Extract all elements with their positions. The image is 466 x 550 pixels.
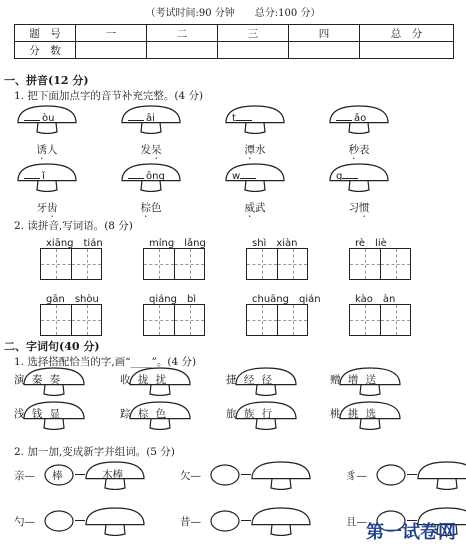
base-character: 且— — [346, 516, 367, 528]
dotted-word: 棕色 — [140, 202, 162, 214]
dotted-word: 诱人 — [36, 144, 58, 156]
pinyin-blank[interactable] — [336, 171, 382, 182]
char-choice-group[interactable]: 捷 经 径 — [226, 374, 275, 386]
exam-header: （考试时间:90 分钟 总分:100 分） — [145, 8, 321, 19]
grid-cell[interactable] — [277, 249, 307, 279]
dotted-word: 习惯 — [348, 202, 370, 214]
section1-title: 一、拼音(12 分) — [4, 74, 89, 87]
score-cell[interactable] — [360, 42, 454, 59]
answer-blank[interactable] — [128, 178, 144, 179]
answer-blank[interactable] — [336, 120, 352, 121]
pinyin-prompt: gān shòu — [46, 294, 99, 305]
answer-blank[interactable] — [24, 120, 40, 121]
guide-line — [72, 320, 101, 321]
char-choice-group[interactable]: 旅 族 行 — [226, 408, 275, 420]
pinyin-prompt: kào àn — [355, 294, 396, 305]
pinyin-final: òu — [42, 113, 55, 124]
pinyin-initial: g — [336, 171, 343, 182]
guide-line — [350, 264, 380, 265]
pinyin-blank[interactable] — [24, 113, 70, 124]
grid-cell[interactable] — [350, 249, 380, 279]
word-answer-mushroom[interactable] — [250, 460, 312, 488]
grid-cell[interactable] — [174, 305, 204, 335]
base-character: 豸— — [346, 470, 367, 482]
dotted-word: 威武 — [244, 202, 266, 214]
guide-line — [278, 264, 307, 265]
char-choice-group[interactable]: 桃 挑 选 — [330, 408, 379, 420]
char-choice-group[interactable]: 收 拢 扰 — [120, 374, 169, 386]
score-cell[interactable] — [76, 42, 147, 59]
char-choice-group[interactable]: 演 秦 奏 — [14, 374, 63, 386]
word-answer-mushroom[interactable] — [84, 460, 146, 488]
answer-blank[interactable] — [236, 120, 252, 121]
tianzige-grid[interactable] — [143, 304, 205, 336]
pinyin-prompt: xiāng tián — [46, 238, 103, 249]
dotted-word: 牙齿 — [36, 202, 58, 214]
answer-blank[interactable] — [128, 120, 144, 121]
grid-cell[interactable] — [277, 305, 307, 335]
guide-line — [175, 264, 204, 265]
grid-cell[interactable] — [41, 305, 71, 335]
guide-line — [381, 320, 410, 321]
score-cell: 三 — [218, 25, 289, 42]
pinyin-initial: w — [232, 171, 241, 182]
pinyin-prompt: míng lǎng — [149, 238, 206, 249]
score-cell[interactable] — [289, 42, 360, 59]
grid-cell[interactable] — [350, 305, 380, 335]
watermark-logo: 第一试卷网 — [366, 522, 456, 543]
pinyin-final: ōng — [146, 171, 165, 182]
grid-cell[interactable] — [174, 249, 204, 279]
guide-line — [72, 264, 101, 265]
compound-word: 木棒 — [102, 469, 123, 481]
score-cell: 总 分 — [360, 25, 454, 42]
char-choice-group[interactable]: 浅 钱 显 — [14, 408, 63, 420]
tianzige-grid[interactable] — [143, 248, 205, 280]
tianzige-grid[interactable] — [246, 304, 308, 336]
pinyin-prompt: rè liè — [355, 238, 387, 249]
q4-title: 2. 加一加,变成新字并组词。(5 分) — [14, 446, 175, 458]
tianzige-grid[interactable] — [40, 248, 102, 280]
q2-title: 2. 读拼音,写词语。(8 分) — [14, 220, 133, 232]
tianzige-grid[interactable] — [246, 248, 308, 280]
pinyin-prompt: chuāng qián — [252, 294, 321, 305]
guide-line — [175, 320, 204, 321]
score-cell: 分 数 — [15, 42, 76, 59]
word-answer-mushroom[interactable] — [84, 506, 146, 534]
pinyin-blank[interactable] — [336, 113, 382, 124]
guide-line — [144, 320, 174, 321]
guide-line — [144, 264, 174, 265]
base-character: 勺— — [14, 516, 35, 528]
tianzige-grid[interactable] — [349, 248, 411, 280]
peach-answer-box[interactable] — [376, 464, 406, 486]
char-choice-group[interactable]: 踪 棕 色 — [120, 408, 169, 420]
pinyin-final: ǐ — [42, 171, 45, 182]
grid-cell[interactable] — [247, 249, 277, 279]
guide-line — [41, 264, 71, 265]
answer-blank[interactable] — [24, 178, 40, 179]
answer-blank[interactable] — [240, 178, 256, 179]
score-table — [14, 24, 454, 59]
pinyin-prompt: qiáng bì — [149, 294, 197, 305]
dotted-word: 发呆 — [140, 144, 162, 156]
grid-cell[interactable] — [144, 249, 174, 279]
peach-answer-box[interactable] — [210, 510, 240, 532]
pinyin-initial: t — [232, 113, 236, 124]
word-answer-mushroom[interactable] — [250, 506, 312, 534]
tianzige-grid[interactable] — [40, 304, 102, 336]
score-cell[interactable] — [147, 42, 218, 59]
guide-line — [247, 264, 277, 265]
guide-line — [41, 320, 71, 321]
dotted-word: 秒表 — [348, 144, 370, 156]
answer-blank[interactable] — [342, 178, 358, 179]
guide-line — [350, 320, 380, 321]
section2-title: 二、字词句(40 分) — [4, 340, 100, 353]
guide-line — [278, 320, 307, 321]
tianzige-grid[interactable] — [349, 304, 411, 336]
grid-cell[interactable] — [71, 305, 101, 335]
pinyin-blank[interactable] — [232, 171, 278, 182]
grid-cell[interactable] — [144, 305, 174, 335]
grid-cell[interactable] — [380, 305, 410, 335]
base-character: 欠— — [180, 470, 201, 482]
guide-line — [247, 320, 277, 321]
pinyin-blank[interactable] — [128, 113, 174, 124]
peach-answer-box[interactable] — [210, 464, 240, 486]
pinyin-blank[interactable] — [232, 113, 278, 124]
pinyin-blank[interactable] — [24, 171, 70, 182]
grid-cell[interactable] — [247, 305, 277, 335]
grid-cell[interactable] — [41, 249, 71, 279]
word-answer-mushroom[interactable] — [416, 460, 466, 488]
score-cell: 一 — [76, 25, 147, 42]
base-character: 昔— — [180, 516, 201, 528]
q3-title: 1. 选择搭配恰当的字,画“____”。(4 分) — [14, 356, 197, 368]
score-cell[interactable] — [218, 42, 289, 59]
grid-cell[interactable] — [71, 249, 101, 279]
pinyin-final: ǎo — [354, 113, 367, 124]
score-cell: 二 — [147, 25, 218, 42]
q1-title: 1. 把下面加点字的音节补充完整。(4 分) — [14, 90, 204, 102]
pinyin-blank[interactable] — [128, 171, 174, 182]
char-choice-group[interactable]: 赠 增 送 — [330, 374, 379, 386]
base-character: 亲— — [14, 470, 35, 482]
grid-cell[interactable] — [380, 249, 410, 279]
guide-line — [381, 264, 410, 265]
score-cell: 四 — [289, 25, 360, 42]
peach-answer-box[interactable] — [44, 510, 74, 532]
score-cell: 题 号 — [15, 25, 76, 42]
peach-answer-box[interactable] — [44, 464, 74, 486]
new-character: 棒 — [52, 470, 63, 482]
dotted-word: 潭水 — [244, 144, 266, 156]
pinyin-prompt: shì xiàn — [252, 238, 298, 249]
pinyin-final: āi — [146, 113, 155, 124]
